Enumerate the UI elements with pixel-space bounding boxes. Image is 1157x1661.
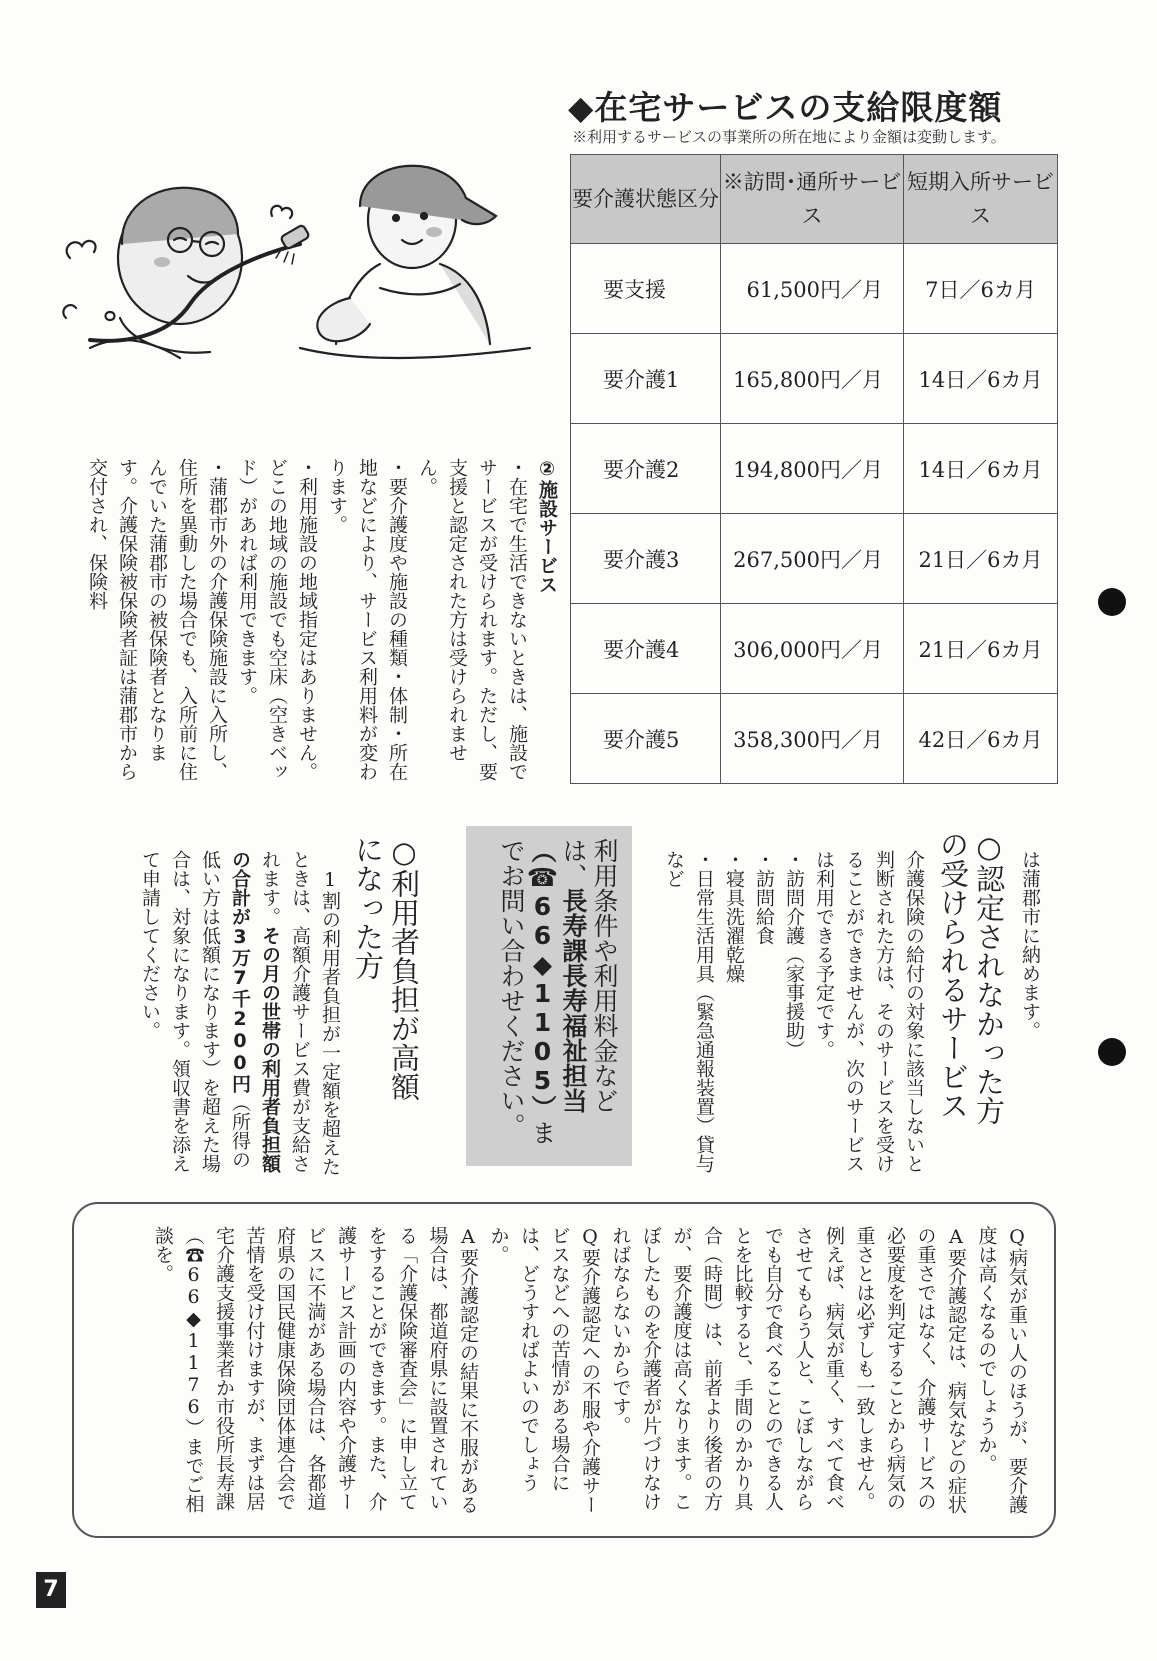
- table-cell-short-stay-limit: 7日／6カ月: [904, 244, 1058, 334]
- binder-hole: [1098, 588, 1126, 616]
- uncertified-services-body: 介護保険の給付の対象に該当しないと判断された方は、そのサービスを受けることができませんが、次のサービスは利用できる予定です。 ・訪問介護（家事援助） ・訪問給食 ・寝具洗濯乾燥 ・日常生活用具（緊急通報装置）貸与など: [663, 850, 925, 1173]
- table-cell-home-visit-limit: 306,000円／月: [721, 604, 904, 694]
- table-row: [571, 694, 1058, 784]
- table-header-short-stay: 短期入所サービス: [904, 155, 1058, 244]
- contact-text-pre: 利用条件や利用料金などは、: [559, 838, 619, 1113]
- table-row: [571, 334, 1058, 424]
- contact-department: 長寿課長寿福祉担当（☎66◆1105）: [528, 838, 588, 1120]
- high-burden-heading: ○利用者負担が高額になった方: [351, 835, 421, 1101]
- caregiver-illustration: [50, 148, 550, 380]
- table-cell-home-visit-limit: 358,300円／月: [721, 694, 904, 784]
- uncertified-services-heading: ○認定されなかった方の受けられるサービス: [936, 830, 1006, 1125]
- table-cell-home-visit-limit: 165,800円／月: [721, 334, 904, 424]
- benefit-limit-table: [570, 154, 1058, 784]
- high-burden-body-intro: 1割の利用者負担が一定額を超えたときは、高額介護サービス費が支給されます。: [259, 850, 341, 1176]
- table-cell-home-visit-limit: 61,500円／月: [721, 244, 904, 334]
- table-cell-home-visit-limit: 194,800円／月: [721, 424, 904, 514]
- table-cell-short-stay-limit: 14日／6カ月: [904, 334, 1058, 424]
- high-burden-body-rest: （所得の低い方は低額になります）を超えた場合は、対象になります。領収書を添えて申請してください。: [139, 850, 251, 1173]
- premium-payment-note: は蒲郡市に納めます。: [1019, 850, 1041, 1040]
- high-burden-body: [135, 850, 345, 1180]
- table-row: [571, 244, 1058, 334]
- table-row: [571, 514, 1058, 604]
- table-header-home-visit: ※訪問･通所サービス: [721, 155, 904, 244]
- table-cell-category: 要介護2: [571, 424, 721, 514]
- table-cell-category: 要支援: [571, 244, 721, 334]
- facility-services-body: ・在宅で生活できないときは、施設でサービスが受けられます。ただし、要支援と認定された方は受けられません。 ・要介護度や施設の種類・体制・所在地などにより、サービス利用料が変わります。 ・利用施設の地域指定はありません。どこの地域の施設でも空床（空きベッド）があれば利用できます。 ・蒲郡市外の介護保険施設に入所し、住所を異動した場合でも、入所前に住んでいた蒲郡市の被保険者となります。介護保険被保険者証は蒲郡市から交付され、保険料: [86, 458, 528, 781]
- contact-text: [496, 838, 620, 1158]
- table-cell-home-visit-limit: 267,500円／月: [721, 514, 904, 604]
- contact-callout: [466, 826, 632, 1166]
- table-row: [571, 424, 1058, 514]
- table-header-row: [571, 155, 1058, 244]
- binder-hole: [1098, 1038, 1126, 1066]
- table-cell-category: 要介護3: [571, 514, 721, 604]
- table-cell-short-stay-limit: 14日／6カ月: [904, 424, 1058, 514]
- table-cell-category: 要介護5: [571, 694, 721, 784]
- table-cell-short-stay-limit: 42日／6カ月: [904, 694, 1058, 784]
- facility-services-heading: ②施設サービス: [536, 458, 558, 594]
- table-header-category: 要介護状態区分: [571, 155, 721, 244]
- table-cell-short-stay-limit: 21日／6カ月: [904, 604, 1058, 694]
- high-burden-threshold: その月の世帯の利用者負担額の合計が3万7千200円: [229, 850, 281, 1173]
- table-row: [571, 604, 1058, 694]
- section-title: ◆在宅サービスの支給限度額: [568, 88, 1003, 127]
- table-cell-category: 要介護1: [571, 334, 721, 424]
- contact-text-post: までお問い合わせください。: [497, 838, 557, 1145]
- table-cell-category: 要介護4: [571, 604, 721, 694]
- table-cell-short-stay-limit: 21日／6カ月: [904, 514, 1058, 604]
- qa-box: [72, 1202, 1056, 1538]
- qa-text: Q病気が重い人のほうが、要介護度は高くなるのでしょうか。 A要介護認定は、病気などの症状の重さではなく、介護サービスの必要度を判定することから病気の重さとは必ずしも一致しません。例えば、病気が重く、すべて食べさせてもらう人と、こぼしながらでも自分で食べることのできる人とを比較すると、手間のかかり具合（時間）は、前者より後者の方が、要介護度は高くなります。こぼしたものを介護者が片づけなければならないからです。 Q要介護認定への不服や介護サービスなどへの苦情がある場合には、どうすればよいのでしょうか。 A要介護認定の結果に不服がある場合は、都道府県に設置されている「介護保険審査会」に申し立てをすることができます。また、介護サービス計画の内容や介護サービスに不満がある場合は、各都道府県の国民健康保険団体連合会で苦情を受け付けますが、まずは居宅介護支援事業者か市役所長寿課（☎66◆1176）までご相談を。: [152, 1226, 1028, 1514]
- page-number: 7: [36, 1572, 66, 1608]
- section-note: ※利用するサービスの事業所の所在地により金額は変動します。: [572, 128, 1006, 146]
